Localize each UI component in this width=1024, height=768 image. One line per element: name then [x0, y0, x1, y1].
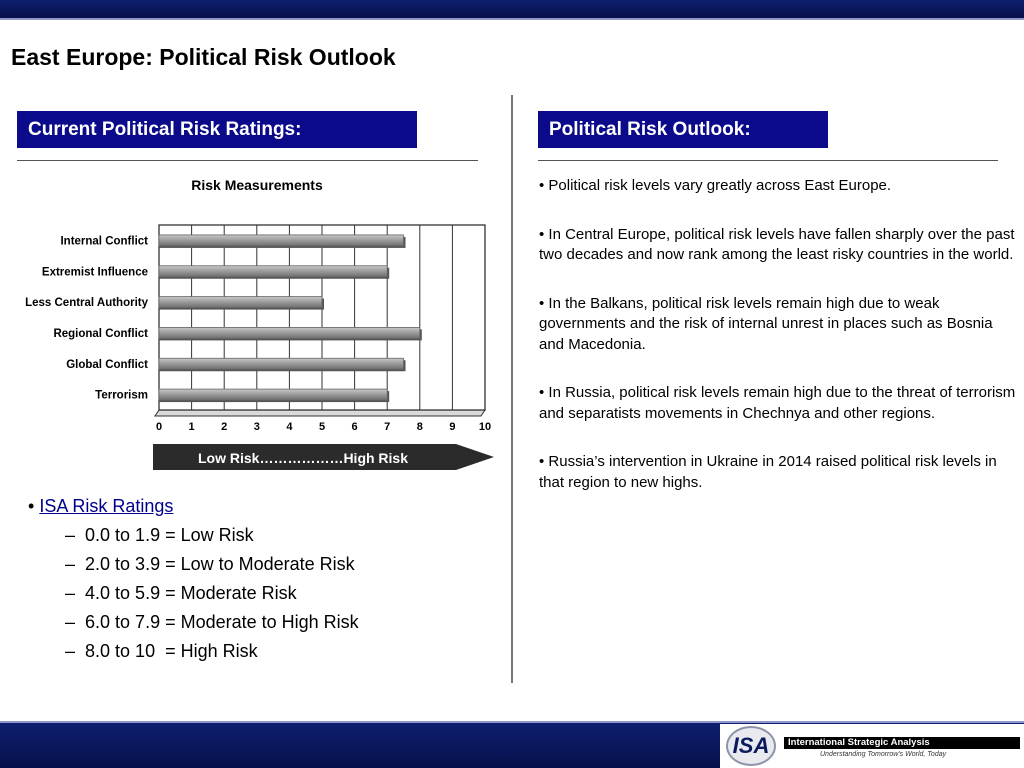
ratings-heading: • ISA Risk Ratings [28, 496, 174, 516]
x-tick-label: 2 [221, 421, 228, 433]
outlook-heading: Political Risk Outlook: [538, 111, 828, 148]
category-label: Less Central Authority [25, 297, 148, 310]
x-tick-label: 1 [188, 421, 195, 433]
x-tick-label: 8 [416, 421, 423, 433]
rating-item: – 0.0 to 1.9 = Low Risk [65, 525, 254, 545]
outlook-bullet: • Russia’s intervention in Ukraine in 2014 raised political risk levels in that region to new highs. [539, 453, 997, 491]
x-tick-label: 7 [384, 421, 391, 433]
ratings-heading-text: ISA Risk Ratings [39, 496, 174, 516]
bar [159, 358, 404, 369]
x-tick-label: 10 [478, 421, 492, 433]
category-label: Terrorism [95, 389, 148, 402]
left-divider [17, 160, 478, 161]
x-tick-label: 0 [155, 421, 163, 433]
risk-ratings-list [28, 492, 359, 666]
bar [159, 266, 387, 277]
x-tick-label: 5 [318, 421, 326, 433]
rating-item: – 2.0 to 3.9 = Low to Moderate Risk [65, 554, 355, 574]
top-banner [0, 0, 1024, 18]
category-label: Regional Conflict [53, 327, 148, 340]
chart-title: Risk Measurements [191, 177, 323, 193]
isa-logo-tagline: Understanding Tomorrow's World, Today [820, 751, 947, 758]
top-banner-rule [0, 18, 1024, 20]
bar [159, 297, 322, 308]
right-divider [538, 160, 998, 161]
rating-item: – 6.0 to 7.9 = Moderate to High Risk [65, 612, 359, 632]
x-tick-label: 6 [351, 421, 358, 433]
outlook-bullet: • In Central Europe, political risk levels have fallen sharply over the past two decades and now rank among the least risky countries in the world. [539, 225, 1015, 263]
outlook-bullet: • In Russia, political risk levels remain high due to the threat of terrorism and separatists movements in Chechnya and other regions. [539, 384, 1016, 422]
outlook-list [539, 176, 1017, 521]
column-separator [511, 95, 513, 683]
bar [159, 389, 387, 400]
x-tick-label: 4 [286, 421, 293, 433]
rating-item: – 8.0 to 10 = High Risk [65, 641, 258, 661]
outlook-bullet: • Political risk levels vary greatly across East Europe. [539, 177, 892, 194]
isa-logo-badge: ISA [726, 726, 776, 766]
risk-scale-label: Low Risk………………High Risk [197, 450, 409, 466]
page-title: East Europe: Political Risk Outlook [11, 44, 396, 70]
category-label: Extremist Influence [41, 266, 148, 279]
risk-chart [0, 168, 505, 473]
bar [159, 327, 420, 338]
current-ratings-heading: Current Political Risk Ratings: [17, 111, 417, 148]
x-tick-label: 9 [449, 421, 456, 433]
category-label: Internal Conflict [60, 235, 148, 248]
isa-logo [720, 724, 1024, 768]
outlook-bullet: • In the Balkans, political risk levels remain high due to weak governments and the risk of internal unrest in places such as Bosnia and Macedonia. [539, 294, 993, 353]
rating-item: – 4.0 to 5.9 = Moderate Risk [65, 583, 297, 603]
bar [159, 235, 404, 246]
chart-floor [155, 410, 485, 416]
isa-logo-name: International Strategic Analysis [784, 737, 1020, 749]
category-label: Global Conflict [66, 358, 148, 371]
x-tick-label: 3 [253, 421, 260, 433]
